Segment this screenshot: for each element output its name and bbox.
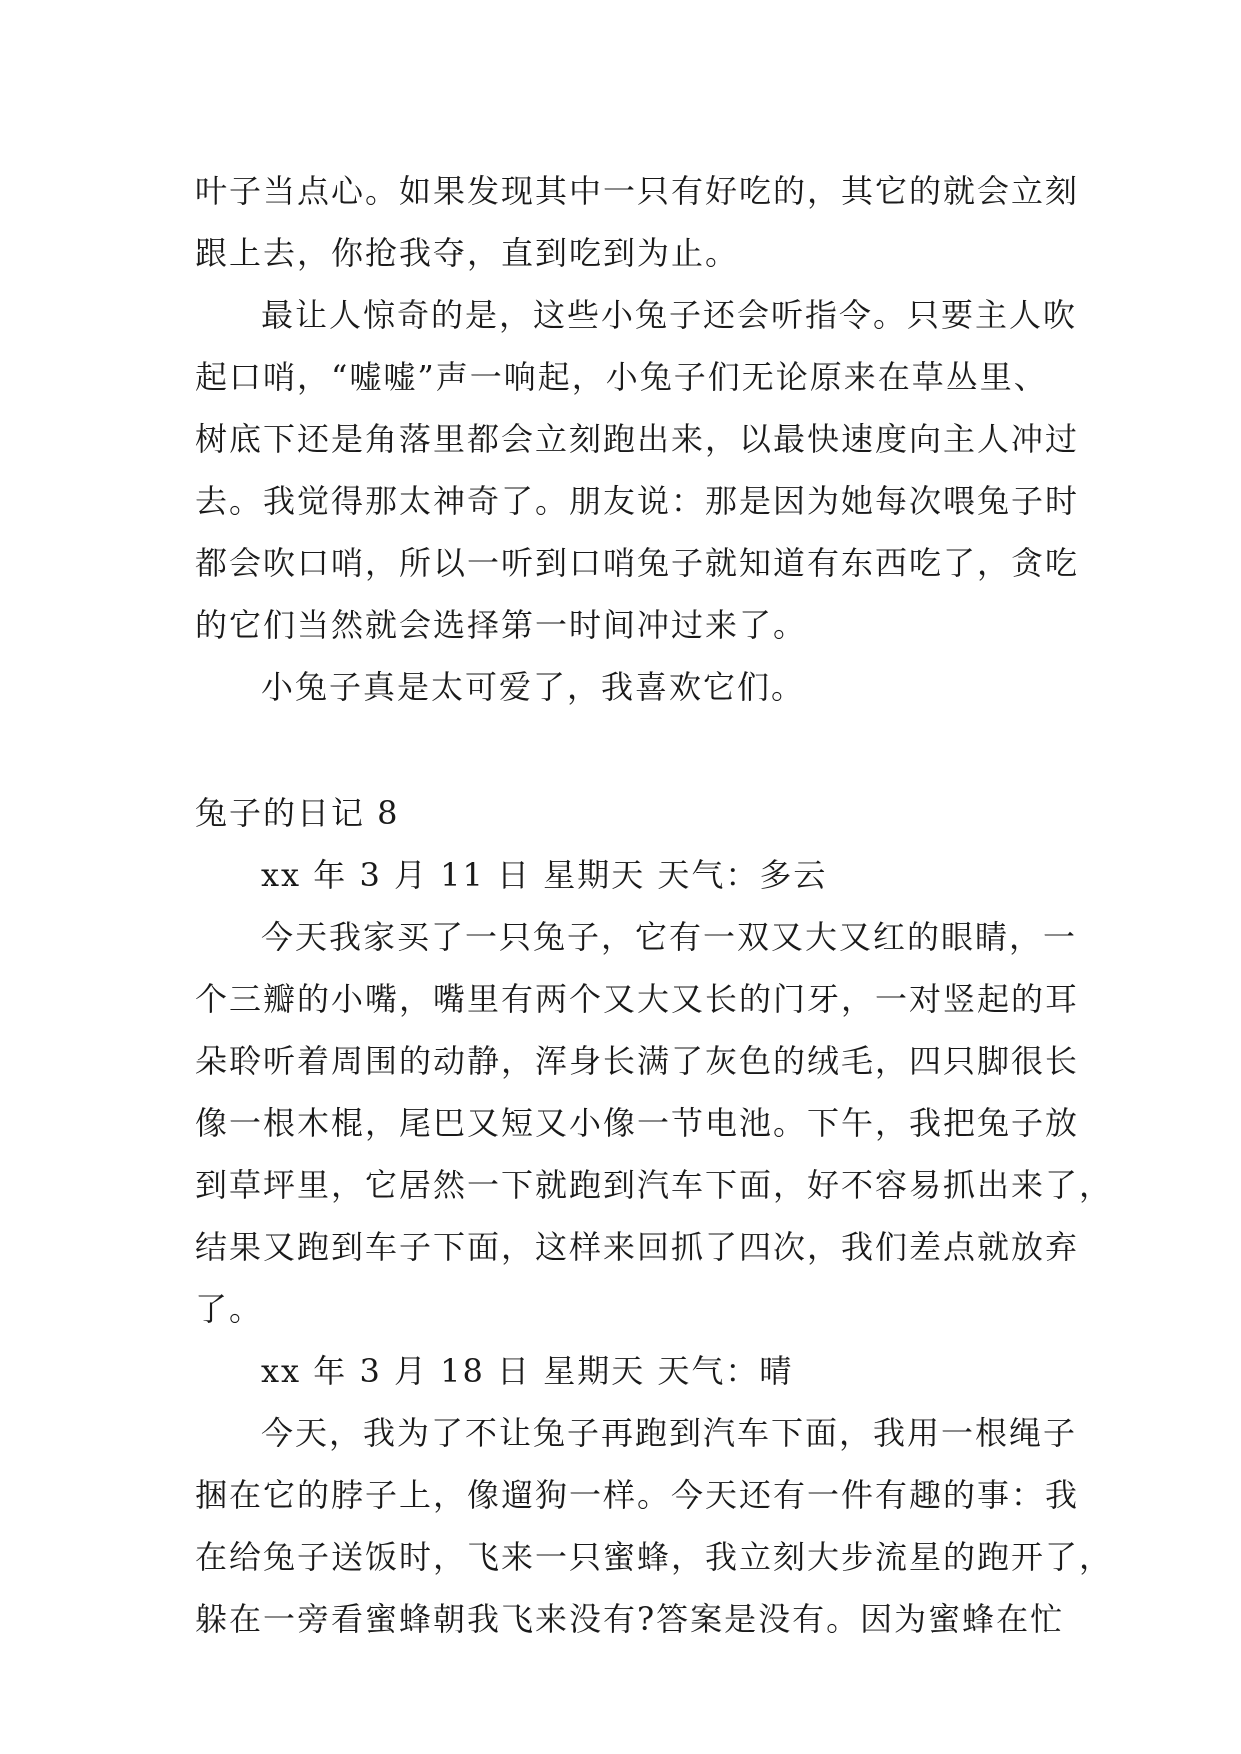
paragraph-line: 个三瓣的小嘴，嘴里有两个又大又长的门牙，一对竖起的耳 — [195, 980, 1080, 1018]
paragraph-line: 像一根木棍，尾巴又短又小像一节电池。下午，我把兔子放 — [195, 1104, 1080, 1142]
entry-date: xx 年 3 月 18 日 星期天 天气：晴 — [261, 1352, 794, 1390]
paragraph-line: 结果又跑到车子下面，这样来回抓了四次，我们差点就放弃 — [195, 1228, 1080, 1266]
paragraph-line: 躲在一旁看蜜蜂朝我飞来没有?答案是没有。因为蜜蜂在忙 — [195, 1600, 1065, 1638]
paragraph-line: 树底下还是角落里都会立刻跑出来，以最快速度向主人冲过 — [195, 420, 1080, 458]
paragraph-line: 叶子当点心。如果发现其中一只有好吃的，其它的就会立刻 — [195, 172, 1080, 210]
paragraph-line: 去。我觉得那太神奇了。朋友说：那是因为她每次喂兔子时 — [195, 482, 1080, 520]
paragraph-line: 起口哨，“嘘嘘”声一响起，小兔子们无论原来在草丛里、 — [195, 358, 1048, 396]
document-body — [195, 160, 1114, 1650]
paragraph-line: 最让人惊奇的是，这些小兔子还会听指令。只要主人吹 — [261, 296, 1078, 334]
section-spacer — [195, 718, 1055, 782]
paragraph-line: 的它们当然就会选择第一时间冲过来了。 — [195, 606, 808, 644]
paragraph-line: 今天我家买了一只兔子，它有一双又大又红的眼睛，一 — [261, 918, 1078, 956]
entry-date: xx 年 3 月 11 日 星期天 天气：多云 — [261, 856, 828, 894]
section-title: 兔子的日记 8 — [195, 794, 400, 832]
paragraph-line: 小兔子真是太可爱了，我喜欢它们。 — [261, 668, 806, 706]
paragraph-line: 捆在它的脖子上，像遛狗一样。今天还有一件有趣的事：我 — [195, 1476, 1080, 1514]
paragraph-line: 了。 — [195, 1290, 264, 1328]
paragraph-line: 朵聆听着周围的动静，浑身长满了灰色的绒毛，四只脚很长 — [195, 1042, 1080, 1080]
paragraph-line: 在给兔子送饭时，飞来一只蜜蜂，我立刻大步流星的跑开了， — [195, 1538, 1114, 1576]
paragraph-line: 跟上去，你抢我夺，直到吃到为止。 — [195, 234, 740, 272]
paragraph-line: 都会吹口哨，所以一听到口哨兔子就知道有东西吃了，贪吃 — [195, 544, 1080, 582]
paragraph-line: 到草坪里，它居然一下就跑到汽车下面，好不容易抓出来了， — [195, 1166, 1114, 1204]
paragraph-line: 今天，我为了不让兔子再跑到汽车下面，我用一根绳子 — [261, 1414, 1078, 1452]
